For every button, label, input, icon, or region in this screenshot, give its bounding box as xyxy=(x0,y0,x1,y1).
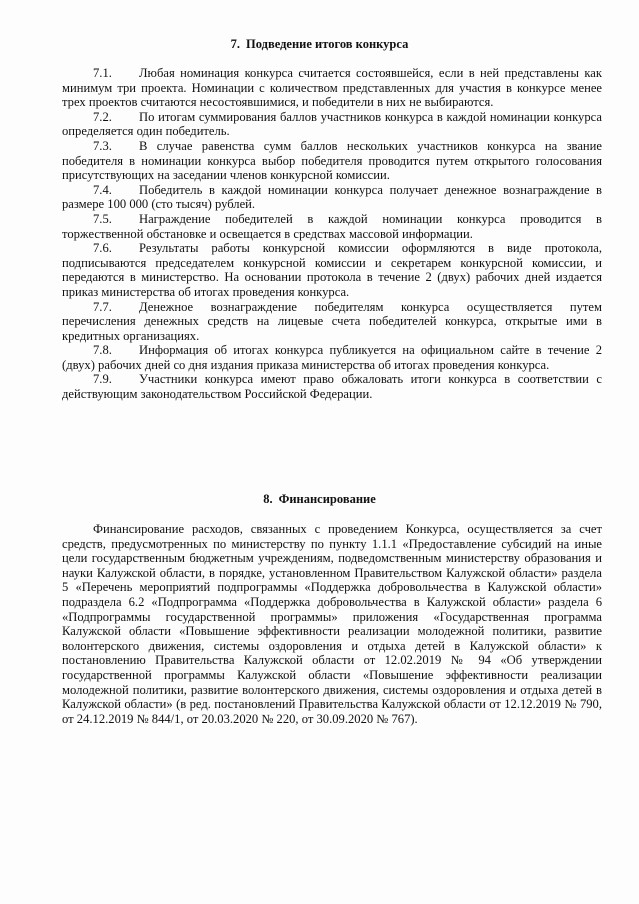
section-8-body xyxy=(62,522,602,726)
clause-7-4 xyxy=(62,183,602,212)
clause-number: 7.4. xyxy=(93,182,112,197)
section-7-heading xyxy=(0,37,639,52)
clause-text: Любая номинация конкурса считается состоявшейся, если в ней представлены как минимум три проекта. Номинации с количеством представленных для участия в конкурсе менее трех проектов считаются несостоявшимися, и победители в них не выбираются. xyxy=(62,66,602,110)
clause-text: Информация об итогах конкурса публикуется на официальном сайте в течение 2 (двух) рабочих дней со дня издания приказа министерства об итогах проведения конкурса. xyxy=(62,343,602,372)
clause-number: 7.7. xyxy=(93,299,112,314)
section-8-heading xyxy=(0,492,639,507)
section-8-number: 8. xyxy=(263,492,273,506)
clause-text: По итогам суммирования баллов участников конкурса в каждой номинации конкурса определяется один победитель. xyxy=(62,109,602,139)
clause-number: 7.9. xyxy=(93,372,112,387)
clause-7-2 xyxy=(62,110,602,139)
clause-number: 7.1. xyxy=(93,66,112,80)
clause-number: 7.8. xyxy=(93,343,112,358)
clause-7-1 xyxy=(62,66,602,110)
clause-text: Результаты работы конкурсной комиссии оформляются в виде протокола, подписываются председателем конкурсной комиссии и секретарем конкурсной комиссии, и передаются в министерство. На основании протокола в течение 2 (двух) рабочих дней издается приказ министерства об итогах проведения конкурса. xyxy=(62,241,602,299)
section-7-number: 7. xyxy=(230,37,241,51)
clause-7-8 xyxy=(62,343,602,372)
financing-paragraph: Финансирование расходов, связанных с проведением Конкурса, осуществляется за счет средств, предусмотренных по министерству по пункту 1.1.1 «Предоставление субсидий на иные цели государственным бюджетным учреждениям, подведомственным министерству образования и науки Калужской области, в порядке, установленном Правительством Калужской области» раздела 5 «Перечень мероприятий подпрограммы «Поддержка добровольчества в Калужской области» подраздела 6.2 «Подпрограмма «Поддержка добровольчества в Калужской области» раздела 6 «Подпрограммы государственной программы» приложения «Государственная программа Калужской области «Повышение эффективности реализации молодежной политики, развитие волонтерского движения, системы оздоровления и отдыха детей в Калужской области» к постановлению Правительства Калужской области от 12.02.2019 № 94 «Об утверждении государственной программы Калужской области «Повышение эффективности реализации молодежной политики, развитие волонтерского движения, системы оздоровления и отдыха детей в Калужской области» (в ред. постановлений Правительства Калужской области от 12.12.2019 № 790, от 24.12.2019 № 844/1, от 20.03.2020 № 220, от 30.09.2020 № 767). xyxy=(62,522,602,726)
clause-7-9 xyxy=(62,372,602,401)
clause-text: В случае равенства сумм баллов нескольких участников конкурса на звание победителя в номинации конкурса выбор победителя проводится путем открытого голосования присутствующих на заседании членов конкурсной комиссии. xyxy=(62,138,602,183)
clause-text: Победитель в каждой номинации конкурса получает денежное вознаграждение в размере 100 000 (сто тысяч) рублей. xyxy=(62,182,602,212)
clause-7-7 xyxy=(62,300,602,344)
clause-7-3 xyxy=(62,139,602,183)
section-7-body xyxy=(62,66,602,402)
clause-text: Награждение победителей в каждой номинации конкурса проводится в торжественной обстановке и освещается в средствах массовой информации. xyxy=(62,211,602,241)
section-8-title: Финансирование xyxy=(278,492,376,506)
clause-7-5 xyxy=(62,212,602,241)
clause-text: Участники конкурса имеют право обжаловать итоги конкурса в соответствии с действующим законодательством Российской Федерации. xyxy=(62,372,602,402)
clause-number: 7.5. xyxy=(93,211,112,226)
clause-number: 7.3. xyxy=(93,138,112,153)
clause-text: Денежное вознаграждение победителям конкурса осуществляется путем перечисления денежных средств на лицевые счета победителей конкурса, открытые ими в кредитных организациях. xyxy=(62,299,602,343)
clause-7-6 xyxy=(62,241,602,299)
clause-number: 7.2. xyxy=(93,109,112,124)
clause-number: 7.6. xyxy=(93,241,112,256)
section-7-title: Подведение итогов конкурса xyxy=(246,37,409,51)
